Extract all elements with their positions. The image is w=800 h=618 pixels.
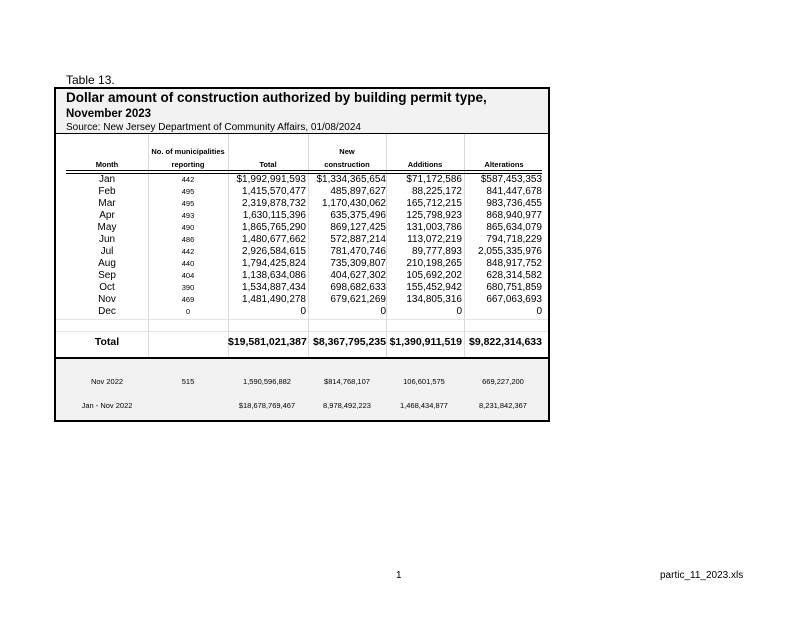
new-construction-cell: 485,897,627 xyxy=(330,186,386,197)
total-cell: 1,590,596,882 xyxy=(243,377,291,386)
additions-cell: 210,198,265 xyxy=(406,258,462,269)
month-cell: Oct xyxy=(99,282,115,293)
additions-cell: 1,468,434,877 xyxy=(400,401,448,410)
new-construction-cell: 869,127,425 xyxy=(330,222,386,233)
total-cell: $1,992,991,593 xyxy=(236,174,306,185)
alterations-total: $9,822,314,633 xyxy=(469,336,542,348)
municipalities-cell: 493 xyxy=(181,211,195,220)
period-label: Nov 2022 xyxy=(90,377,124,386)
total-cell: $18,678,769,467 xyxy=(238,401,296,410)
additions-cell: 113,072,219 xyxy=(407,234,462,245)
municipalities-cell: 490 xyxy=(181,223,195,232)
total-label: Total xyxy=(94,336,120,348)
table-row xyxy=(56,246,548,257)
total-cell: 1,480,677,662 xyxy=(242,234,306,245)
table-row xyxy=(56,186,548,197)
alterations-cell: 667,063,693 xyxy=(486,294,542,305)
month-cell: Jan xyxy=(98,174,116,185)
municipalities-cell: 495 xyxy=(181,199,195,208)
alterations-cell: 628,314,582 xyxy=(486,270,542,281)
municipalities-cell: 0 xyxy=(185,307,191,316)
new-construction-cell: 0 xyxy=(380,306,386,317)
municipalities-cell: 469 xyxy=(181,295,195,304)
additions-cell: 125,798,923 xyxy=(406,210,462,221)
col-header-month: Month xyxy=(95,160,119,169)
total-cell: 2,319,878,732 xyxy=(242,198,306,209)
table-row xyxy=(56,294,548,305)
new-construction-cell: $1,334,365,654 xyxy=(316,174,386,185)
additions-cell: 165,712,215 xyxy=(406,198,462,209)
alterations-cell: 865,634,079 xyxy=(486,222,542,233)
new-construction-cell: 404,627,302 xyxy=(330,270,386,281)
col-header-alterations: Alterations xyxy=(484,160,524,169)
total-cell: 1,630,115,396 xyxy=(242,210,306,221)
alterations-cell: 868,940,977 xyxy=(486,210,542,221)
table-row xyxy=(56,282,548,293)
municipalities-cell: 440 xyxy=(181,259,195,268)
table-title: Dollar amount of construction authorized by building permit type, xyxy=(66,90,487,105)
alterations-cell: 794,718,229 xyxy=(486,234,542,245)
additions-cell: 89,777,893 xyxy=(411,246,462,257)
additions-cell: 0 xyxy=(456,306,462,317)
additions-cell: 131,003,786 xyxy=(406,222,462,233)
report-table xyxy=(54,87,550,422)
grid-line xyxy=(56,331,548,332)
new-construction-cell: 1,170,430,062 xyxy=(322,198,386,209)
table-row xyxy=(56,174,548,185)
total-cell: 1,415,570,477 xyxy=(242,186,306,197)
new-construction-cell: 679,621,269 xyxy=(330,294,386,305)
divider xyxy=(56,133,548,134)
total-cell: 1,865,765,290 xyxy=(242,222,306,233)
additions-cell: 88,225,172 xyxy=(411,186,462,197)
total-cell: 1,534,887,434 xyxy=(242,282,306,293)
table-row xyxy=(56,210,548,221)
alterations-cell: 0 xyxy=(536,306,542,317)
municipalities-cell: 515 xyxy=(181,377,195,386)
comparison-row xyxy=(56,401,548,411)
file-name: partic_11_2023.xls xyxy=(660,570,744,581)
page-number: 1 xyxy=(396,570,402,581)
table-row xyxy=(56,198,548,209)
additions-total: $1,390,911,519 xyxy=(389,336,462,348)
month-cell: Mar xyxy=(98,198,116,209)
table-row xyxy=(56,306,548,317)
alterations-cell: 8,231,842,367 xyxy=(479,401,527,410)
municipalities-cell: 390 xyxy=(181,283,195,292)
month-cell: Dec xyxy=(98,306,116,317)
col-header-new-2: construction xyxy=(324,160,370,169)
municipalities-cell: 404 xyxy=(181,271,195,280)
month-cell: Feb xyxy=(98,186,116,197)
alterations-cell: 669,227,200 xyxy=(482,377,524,386)
table-row xyxy=(56,258,548,269)
new-construction-cell: 635,375,496 xyxy=(330,210,386,221)
municipalities-cell: 442 xyxy=(181,175,195,184)
table-row xyxy=(56,270,548,281)
new-construction-cell: 781,470,746 xyxy=(330,246,386,257)
alterations-cell: 848,917,752 xyxy=(486,258,542,269)
table-header xyxy=(56,89,548,133)
total-cell: 0 xyxy=(300,306,306,317)
new-construction-cell: 735,309,807 xyxy=(330,258,386,269)
total-cell: $19,581,021,387 xyxy=(228,336,307,348)
additions-cell: 155,452,942 xyxy=(406,282,462,293)
month-cell: Nov xyxy=(98,294,116,305)
col-header-additions: Additions xyxy=(407,160,443,169)
total-cell: 1,794,425,824 xyxy=(242,258,306,269)
new-construction-cell: 698,682,633 xyxy=(330,282,386,293)
additions-cell: 134,805,316 xyxy=(406,294,462,305)
alterations-cell: $587,453,353 xyxy=(480,174,542,185)
period-label: Jan - Nov 2022 xyxy=(81,401,133,410)
municipalities-cell: 486 xyxy=(181,235,195,244)
col-header-municipalities-1: No. of municipalities xyxy=(151,147,225,156)
grid-line xyxy=(56,319,548,320)
col-header-new-1: New xyxy=(339,147,355,156)
alterations-cell: 680,751,859 xyxy=(486,282,542,293)
month-cell: May xyxy=(97,222,117,233)
source-note: Source: New Jersey Department of Community Affairs, 01/08/2024 xyxy=(66,122,361,133)
municipalities-cell: 495 xyxy=(181,187,195,196)
month-cell: Jun xyxy=(98,234,116,245)
table-label: Table 13. xyxy=(66,73,115,87)
month-cell: Aug xyxy=(98,258,116,269)
table-row xyxy=(56,222,548,233)
month-cell: Apr xyxy=(99,210,115,221)
table-subtitle: November 2023 xyxy=(66,108,152,120)
comparison-section xyxy=(56,359,548,420)
table-row xyxy=(56,234,548,245)
col-header-municipalities-2: reporting xyxy=(171,160,205,169)
total-row xyxy=(56,335,548,349)
total-cell: 2,926,584,615 xyxy=(242,246,306,257)
additions-cell: 106,601,575 xyxy=(403,377,445,386)
alterations-cell: 983,736,455 xyxy=(486,198,542,209)
additions-cell: 105,692,202 xyxy=(406,270,462,281)
total-cell: 1,481,490,278 xyxy=(242,294,306,305)
new-construction-total: $8,367,795,235 xyxy=(313,336,386,348)
col-header-total: Total xyxy=(259,160,277,169)
additions-cell: $71,172,586 xyxy=(406,174,462,185)
new-construction-cell: $814,768,107 xyxy=(324,377,370,386)
comparison-row xyxy=(56,377,548,387)
month-cell: Sep xyxy=(98,270,116,281)
alterations-cell: 841,447,678 xyxy=(486,186,542,197)
month-cell: Jul xyxy=(100,246,114,257)
total-cell: 1,138,634,086 xyxy=(242,270,306,281)
new-construction-cell: 8,978,492,223 xyxy=(323,401,371,410)
alterations-cell: 2,055,335,976 xyxy=(478,246,542,257)
municipalities-cell: 442 xyxy=(181,247,195,256)
header-rule xyxy=(66,170,542,171)
new-construction-cell: 572,887,214 xyxy=(330,234,386,245)
